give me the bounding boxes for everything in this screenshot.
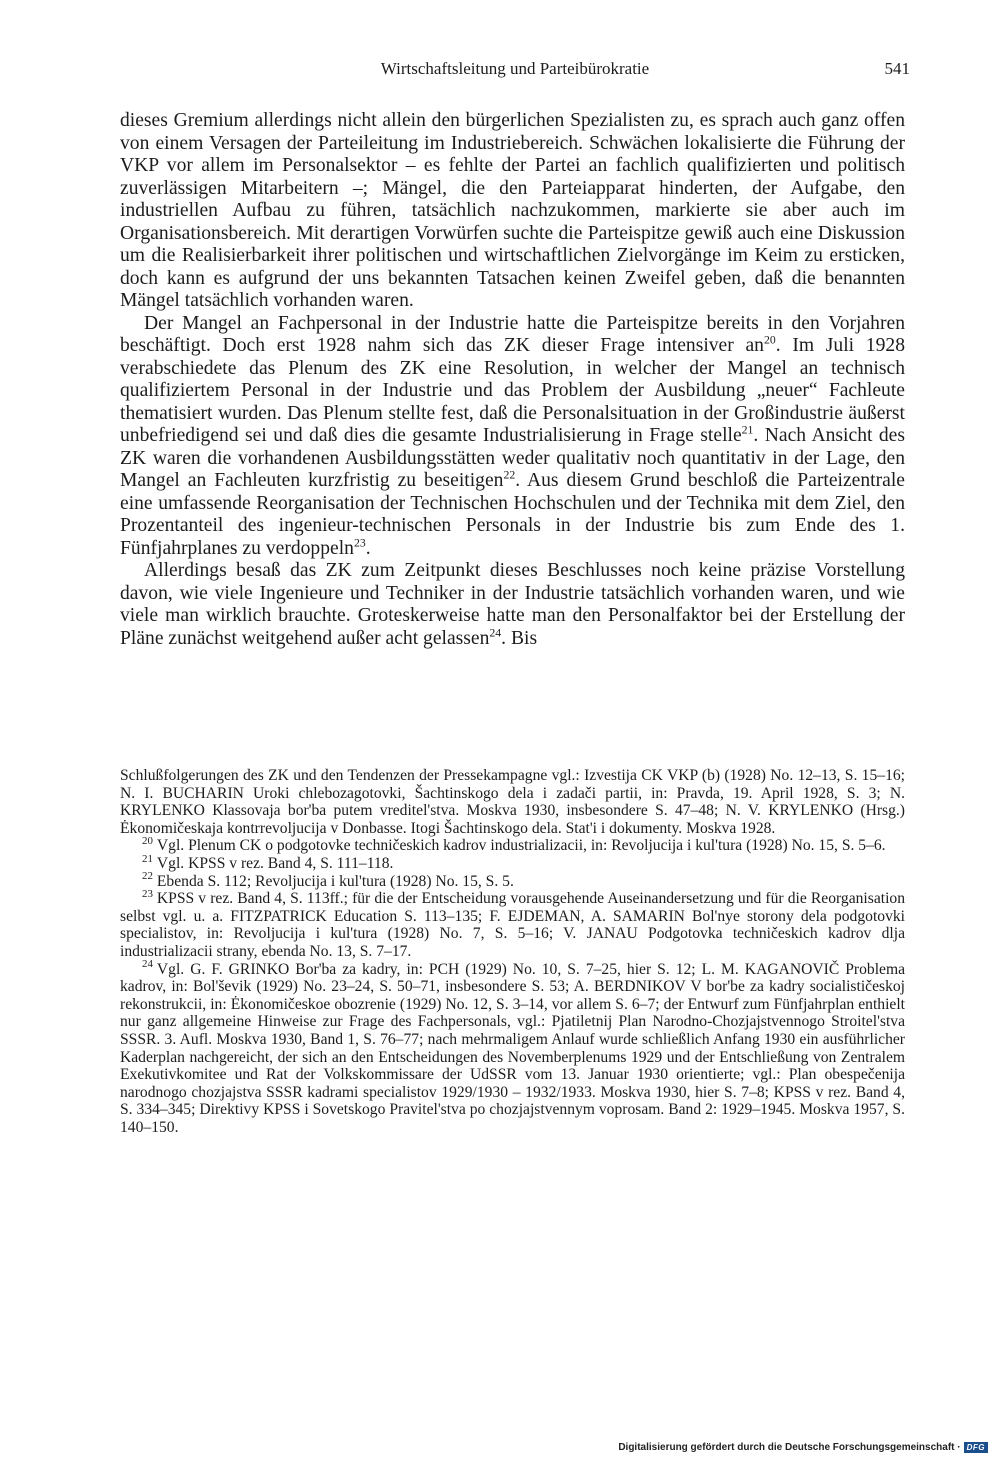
footnote-ref-21: 21 [741,423,754,437]
paragraph-1: dieses Gremium allerdings nicht allein den bürgerlichen Spezialisten zu, es sprach auch ganz offen von einem Versagen der Parteileitung im Industriebereich. Schwächen lokalisierte die Führung der VKP vor allem im Personalsektor – es fehlte der Partei an fachlich qualifizierten und politisch zuverlässigen Mitarbeitern –; Mängel, die den Parteiapparat hinderten, der Aufgabe, den industriellen Aufbau zu führen, tatsächlich nachzukommen, markierte sie aber auch im Organisationsbereich. Mit derartigen Vorwürfen suchte die Parteispitze gewiß auch eine Diskussion um die Realisierbarkeit ihrer politischen und wirtschaftlichen Zielvorgänge im Keim zu ersticken, doch kann es aufgrund der uns bekannten Tatsachen keinen Zweifel geben, daß die benannten Mängel tatsächlich vorhanden waren. [120,110,905,311]
page-number: 541 [884,59,910,78]
dfg-logo-icon: DFG [964,1442,988,1453]
footnote-ref-22: 22 [503,468,516,482]
paragraph-3: Allerdings besaß das ZK zum Zeitpunkt dieses Beschlusses noch keine präzise Vorstellung davon, wie viele Ingenieure und Techniker in der Industrie tatsächlich vorhanden waren, und wie viele man wirklich brauchte. Groteskerweise hatte man den Personalfaktor bei der Erstellung der Pläne zunächst weitgehend außer acht gelassen$^{24}$. Bis [120,560,905,649]
footnote-23: $^{23}$ KPSS v rez. Band 4, S. 113ff.; für die der Entscheidung vorausgehende Auseinandersetzung und für die Reorganisation selbst vgl. u. a. FITZPATRICK Education S. 113–135; F. EJDEMAN, A. SAMARIN Bol'nye storony dela podgotovki specialistov, in: Revoljucija i kul'tura (1928) No. 7, S. 5–16; V. JANAU Podgotovka techničeskich kadrov dlja industrializacii strany, ebenda No. 13, S. 7–17. [120,887,905,960]
digitization-credit [618,1442,988,1453]
footnote-ref-24: 24 [489,625,502,639]
footnote-ref-23: 23 [353,535,366,549]
footnote-21: $^{21}$ Vgl. KPSS v rez. Band 4, S. 111–118. [142,852,394,872]
footnotes [120,767,905,1136]
paragraph-2: Der Mangel an Fachpersonal in der Industrie hatte die Parteispitze bereits in den Vorjahren beschäftigt. Doch erst 1928 nahm sich das ZK dieser Frage intensiver $an^{20}$. Im Juli 1928 verabschiedete das Plenum des ZK eine Resolution, in welcher der Mangel an technisch qualifiziertem Personal in der Industrie und das Problem der Ausbildung „neuer“ Fachleute thematisiert wurden. Das Plenum stellte fest, daß die Personalsituation in der Großindustrie äußerst unbefriedigend sei und daß dies die gesamte Industrialisierung in Frage stelle$^{21}$. Nach Ansicht des ZK waren die vorhandenen Ausbildungsstätten weder qualitativ noch quantitativ in der Lage, den Mangel an Fachleuten kurzfristig zu beseitigen$^{22}$. Aus diesem Grund beschloß die Parteizentrale eine umfassende Reorganisation der Technischen Hochschulen und der Technika mit dem Ziel, den Prozentanteil des ingenieur-technischen Personals in der Industrie bis zum Ende des 1. Fünfjahrplanes zu verdoppeln$^{23}$. [120,312,905,559]
body-text [120,110,905,650]
footnote-22: $^{22}$ Ebenda S. 112; Revoljucija i kul'tura (1928) No. 15, S. 5. [142,870,514,890]
footnote-24: $^{24}$ Vgl. G. F. GRINKO Bor'ba za kadry, in: PCH (1929) No. 10, S. 7–25, hier S. 12; L. M. KAGANOVIČ Problema kadrov, in: Bol'ševik (1929) No. 23–24, S. 50–71, insbesondere S. 53; A. BERDNIKOV V bor'be za kadry socialističeskoj rekonstrukcii, in: Ėkonomičeskoe obozrenie (1929) No. 12, S. 3–14, vor allem S. 6–7; der Entwurf zum Fünfjahrplan enthielt nur ganz allgemeine Hinweise zur Frage des Fachpersonals, vgl.: Pjatiletnij Plan Narodno-Chozjajstvennogo Stroitel'stva SSSR. 3. Aufl. Moskva 1930, Band 1, S. 76–77; nach mehrmaligem Anlauf wurde schließlich Anfang 1930 ein ausführlicher Kaderplan nachgereicht, der sich an den Entscheidungen des Novemberplenums 1929 und der Entschließung von Zentralem Exekutivkomitee und Rat der Volkskommissare der UdSSR vom 13. Januar 1930 orientierte; vgl.: Plan obespečenija narodnogo chozjajstva SSSR kadrami specialistov 1929/1930 – 1932/1933. Moskva 1930, hier S. 7–8; KPSS v rez. Band 4, S. 334–345; Direktivy KPSS i Sovetskogo Pravitel'stva po chozjajstvennym voprosam. Band 2: 1929–1945. Moskva 1957, S. 140–150. [120,958,905,1136]
credit-text: Digitalisierung gefördert durch die Deutsche Forschungsgemeinschaft · [618,1442,961,1453]
footnote-20: $^{20}$ Vgl. Plenum CK o podgotovke techničeskich kadrov industrializacii, in: Revoljucija i kul'tura (1928) No. 15, S. 5–6. [142,835,886,855]
running-title: Wirtschaftsleitung und Parteibürokratie [380,59,650,78]
footnote-ref-20: 20 [763,333,776,347]
footnote-continuation: Schlußfolgerungen des ZK und den Tendenzen der Pressekampagne vgl.: Izvestija CK VKP (b) (1928) No. 12–13, S. 15–16; N. I. BUCHARIN Uroki chlebozagotovki, Šachtinskogo dela i zadači partii, in: Pravda, 19. April 1928, S. 3; N. KRYLENKO Klassovaja bor'ba putem vreditel'stva. Moskva 1930, insbesondere S. 47–48; N. V. KRYLENKO (Hrsg.) Ėkonomičeskaja kontrrevoljucija v Donbasse. Itogi Šachtinskogo dela. Stat'i i dokumenty. Moskva 1928. [120,767,905,837]
